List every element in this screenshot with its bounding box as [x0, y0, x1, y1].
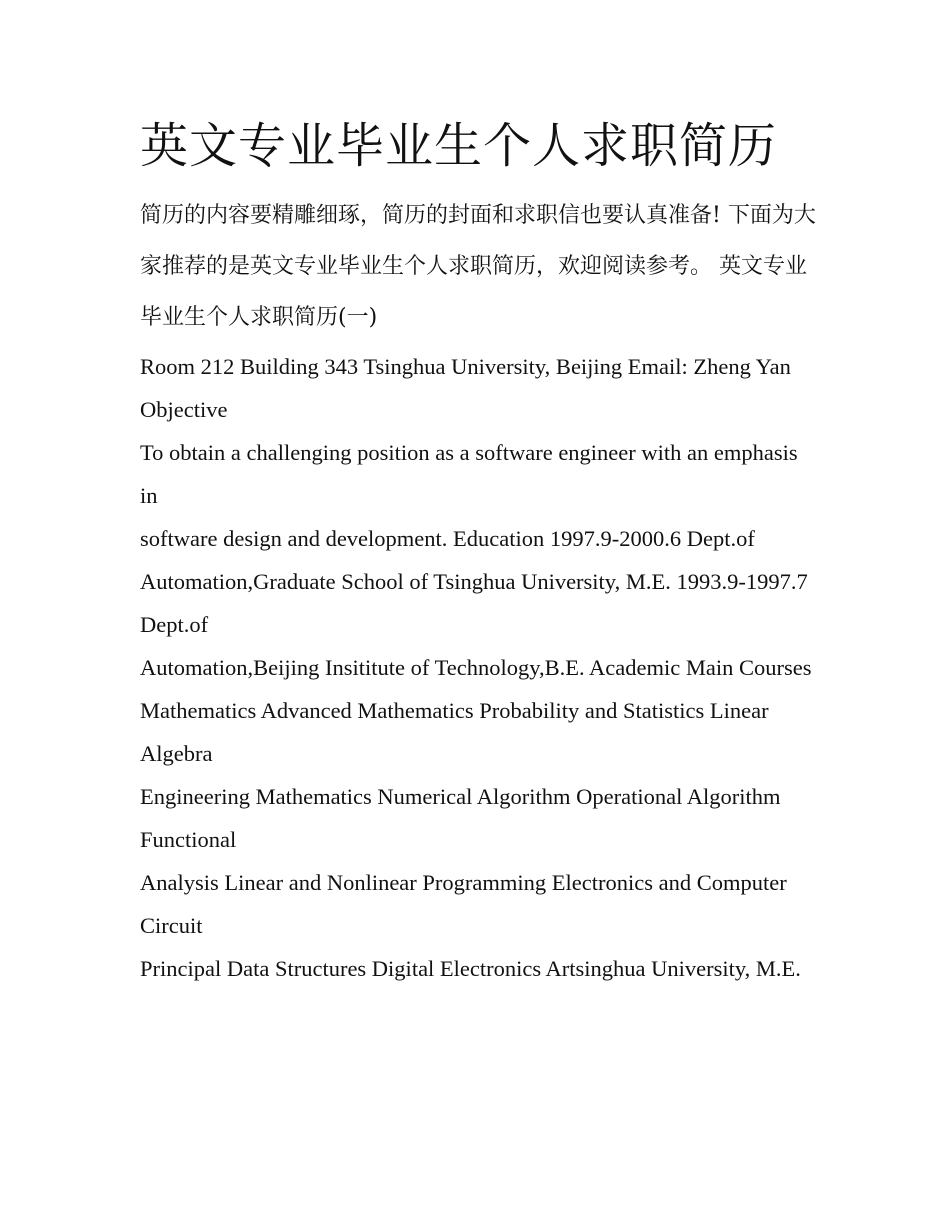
courses-mathematics-paragraph: Mathematics Advanced Mathematics Probability and Statistics Linear Algebra — [140, 698, 769, 766]
education-paragraph: software design and development. Education 1997.9-2000.6 Dept.of — [140, 526, 755, 551]
contact-objective-paragraph: Room 212 Building 343 Tsinghua University, Beijing Email: Zheng Yan Objective — [140, 354, 791, 422]
courses-analysis-paragraph: Analysis Linear and Nonlinear Programming Electronics and Computer Circuit — [140, 870, 787, 938]
courses-engineering-paragraph: Engineering Mathematics Numerical Algorithm Operational Algorithm Functional — [140, 784, 781, 852]
courses-principal-paragraph: Principal Data Structures Digital Electronics Artsinghua University, M.E. — [140, 956, 801, 981]
education-graduate-paragraph: Automation,Graduate School of Tsinghua University, M.E. 1993.9-1997.7 Dept.of — [140, 569, 808, 637]
education-undergraduate-paragraph: Automation,Beijing Insititute of Technology,B.E. Academic Main Courses — [140, 655, 812, 680]
page-title: 英文专业毕业生个人求职简历 — [140, 118, 778, 174]
intro-paragraph: 简历的内容要精雕细琢，简历的封面和求职信也要认真准备! 下面为大家推荐的是英文专业毕业生个人求职简历，欢迎阅读参考。 英文专业毕业生个人求职简历(一) — [140, 203, 816, 330]
resume-body — [140, 112, 820, 990]
objective-paragraph: To obtain a challenging position as a software engineer with an emphasis in — [140, 440, 798, 508]
